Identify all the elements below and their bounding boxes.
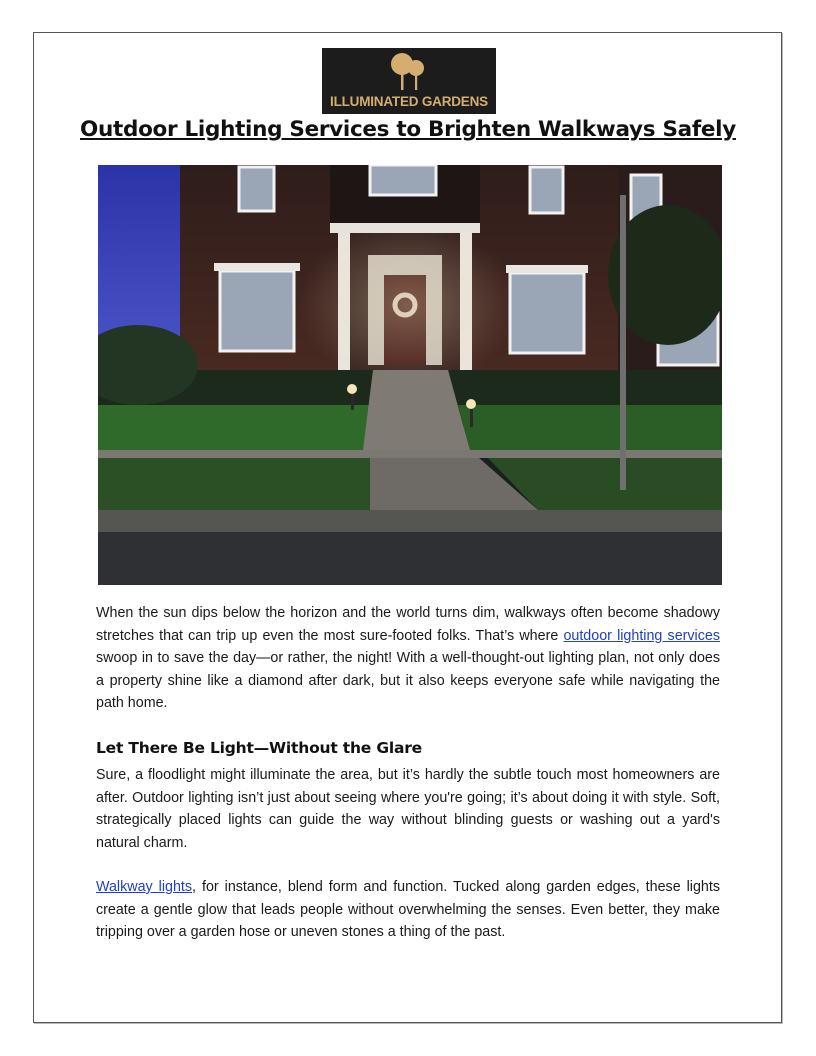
logo-text: ILLUMINATED GARDENS [330,93,488,109]
page-title: Outdoor Lighting Services to Brighten Walkways Safely [80,117,736,142]
intro-text-2: swoop in to save the day—or rather, the night! With a well-thought-out lighting plan, not only does a property shine like a diamond after dark, but it also keeps everyone safe while navigating the path home. [96,650,720,711]
outdoor-lighting-services-link[interactable]: outdoor lighting services [563,627,720,644]
brand-logo [322,48,496,114]
intro-text-1: When the sun dips below the horizon and the world turns dim, walkways often become shadowy stretches that can trip up even the most sure-footed folks. That’s where [96,605,720,644]
intro-paragraph [96,602,720,715]
section-paragraph: Sure, a floodlight might illuminate the area, but it’s hardly the subtle touch most homeowners are after. Outdoor lighting isn’t just about seeing where you're going; it’s about doing it with style. Soft, strategically placed lights can guide the way without blinding guests or washing out a yard's natural charm. [96,767,720,851]
tree-icon [386,51,432,91]
walkway-lights-link[interactable]: Walkway lights [96,879,193,895]
section-heading: Let There Be Light—Without the Glare [96,739,422,757]
house-night-photo [98,165,722,585]
walkway-text: , for instance, blend form and function. Tucked along garden edges, these lights create a gentle glow that leads people without overwhelming the senses. Even better, they make tripping over a garden hose or uneven stones a thing of the past. [96,879,721,940]
walkway-paragraph [96,876,720,944]
